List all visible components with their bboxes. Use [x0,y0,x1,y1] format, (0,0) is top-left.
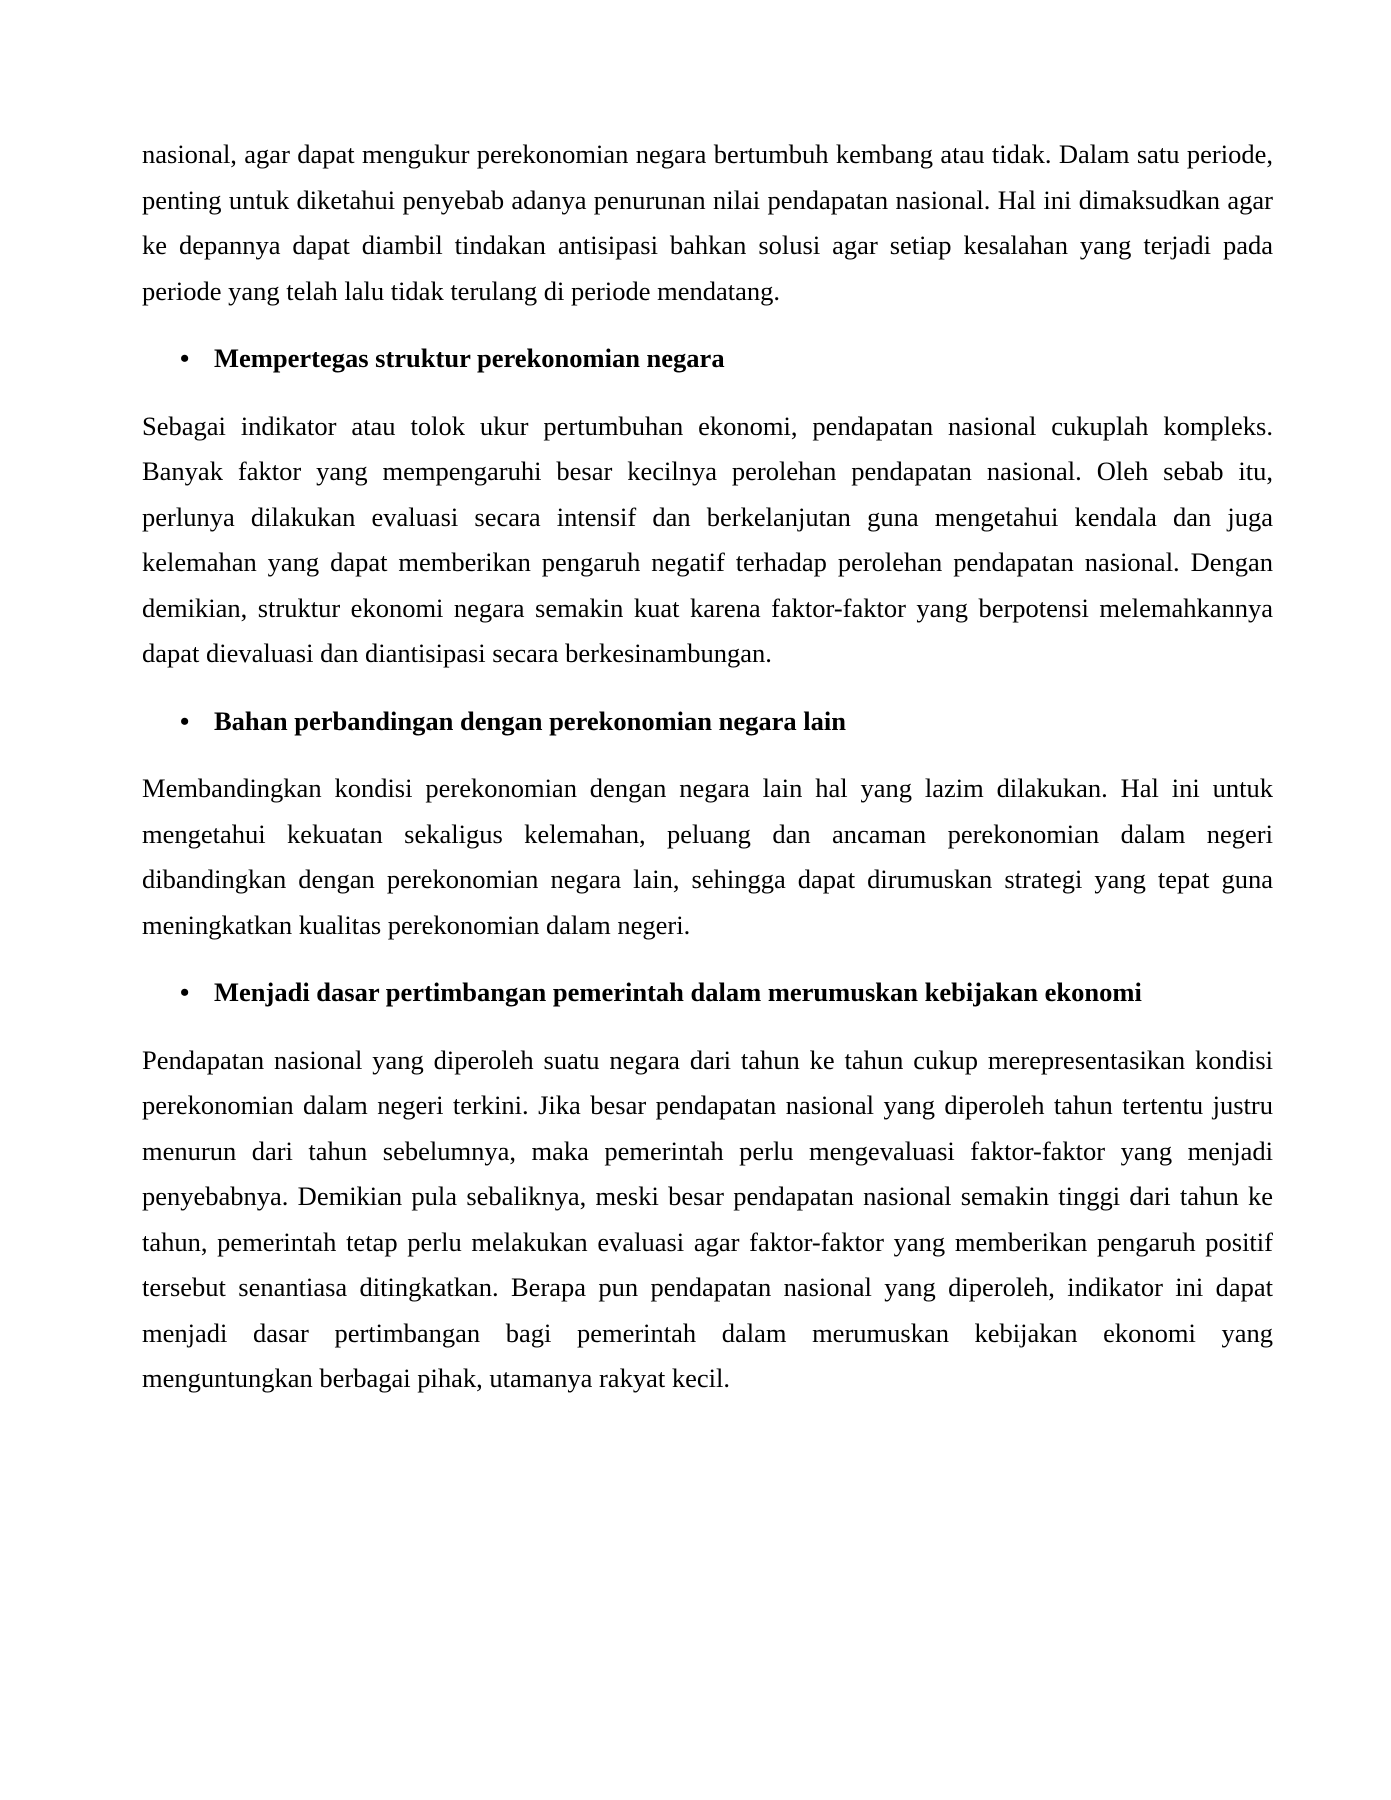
page-content-area [142,132,1273,1424]
paragraph-struktur: Sebagai indikator atau tolok ukur pertumbuhan ekonomi, pendapatan nasional cukuplah kompleks. Banyak faktor yang mempengaruhi besar kecilnya perolehan pendapatan nasional. Oleh sebab itu, perlunya dilakukan evaluasi secara intensif dan berkelanjutan guna mengetahui kendala dan juga kelemahan yang dapat memberikan pengaruh negatif terhadap perolehan pendapatan nasional. Dengan demikian, struktur ekonomi negara semakin kuat karena faktor-faktor yang berpotensi melemahkannya dapat dievaluasi dan diantisipasi secara berkesinambungan. [142,410,1273,668]
bullet-dasar-pertimbangan [142,970,1273,1016]
bullet-point-icon: • [180,977,190,1007]
bullet-label: Bahan perbandingan dengan perekonomian negara lain [214,705,846,736]
bullet-point-icon: • [180,705,190,736]
bullet-point-icon: • [180,343,190,373]
bullet-mempertegas-struktur [142,336,1273,382]
bullet-list-mempertegas [142,336,1273,382]
bullet-bahan-perbandingan [142,699,1273,745]
bullet-list-dasar-pertimbangan [142,970,1273,1016]
bullet-label: Mempertegas struktur perekonomian negara [214,343,725,373]
bullet-list-bahan-perbandingan [142,699,1273,745]
paragraph-intro: nasional, agar dapat mengukur perekonomian negara bertumbuh kembang atau tidak. Dalam satu periode, penting untuk diketahui penyebab adanya penurunan nilai pendapatan nasional. Hal ini dimaksudkan agar ke depannya dapat diambil tindakan antisipasi bahkan solusi agar setiap kesalahan yang terjadi pada periode yang telah lalu tidak terulang di periode mendatang. [142,139,1273,306]
bullet-label: Menjadi dasar pertimbangan pemerintah dalam merumuskan kebijakan ekonomi [214,977,1142,1007]
paragraph-perbandingan: Membandingkan kondisi perekonomian dengan negara lain hal yang lazim dilakukan. Hal ini untuk mengetahui kekuatan sekaligus kelemahan, peluang dan ancaman perekonomian dalam negeri dibandingkan dengan perekonomian negara lain, sehingga dapat dirumuskan strategi yang tepat guna meningkatkan kualitas perekonomian dalam negeri. [142,773,1273,940]
paragraph-kebijakan: Pendapatan nasional yang diperoleh suatu negara dari tahun ke tahun cukup merepresentasikan kondisi perekonomian dalam negeri terkini. Jika besar pendapatan nasional yang diperoleh tahun tertentu justru menurun dari tahun sebelumnya, maka pemerintah perlu mengevaluasi faktor-faktor yang menjadi penyebabnya. Demikian pula sebaliknya, meski besar pendapatan nasional semakin tinggi dari tahun ke tahun, pemerintah tetap perlu melakukan evaluasi agar faktor-faktor yang memberikan pengaruh positif tersebut senantiasa ditingkatkan. Berapa pun pendapatan nasional yang diperoleh, indikator ini dapat menjadi dasar pertimbangan bagi pemerintah dalam merumuskan kebijakan ekonomi yang menguntungkan berbagai pihak, utamanya rakyat kecil. [142,1044,1273,1393]
